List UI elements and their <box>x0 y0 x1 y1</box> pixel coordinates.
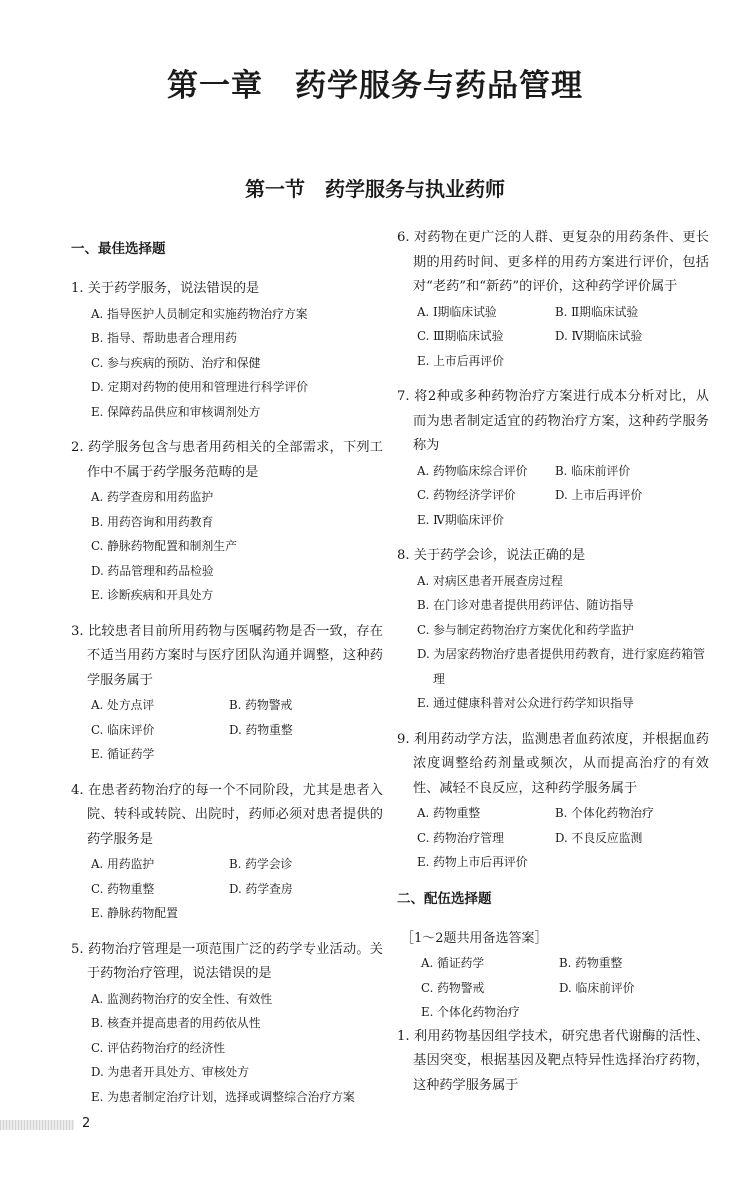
option: C. Ⅲ期临床试验 <box>417 329 504 343</box>
option: E. 药物上市后再评价 <box>417 855 528 869</box>
option: B. 药物重整 <box>559 956 623 970</box>
option: B. 临床前评价 <box>555 463 631 478</box>
question-3 <box>71 620 383 767</box>
option: C. 药物治疗管理 <box>417 830 504 845</box>
option: D. 为患者开具处方、审核处方 <box>91 1065 250 1079</box>
option: B. 指导、帮助患者合理用药 <box>91 331 237 345</box>
option: C. 药物警戒 <box>421 980 485 995</box>
option: B. 核查并提高患者的用药依从性 <box>91 1016 261 1030</box>
question-stem: 1. 关于药学服务，说法错误的是 <box>71 281 260 296</box>
shared-options-note: ［1～2题共用备选答案］ <box>401 930 548 946</box>
question-stem: 9. 利用药动学方法，监测患者血药浓度，并根据血药浓度调整给药剂量或频次，从而提高治疗的有效性、减轻不良反应，这种药学服务属于 <box>397 731 709 796</box>
option: D. 药品管理和药品检验 <box>91 563 214 578</box>
question-5 <box>71 938 383 1110</box>
option: C. 评估药物治疗的经济性 <box>91 1040 226 1055</box>
option: A. 循证药学 <box>421 956 485 970</box>
option: B. 药物警戒 <box>229 698 293 712</box>
option: A. 用药监护 <box>91 857 155 871</box>
option: A. 药物重整 <box>417 806 481 820</box>
question-7 <box>397 385 709 532</box>
part-heading-matching-choice: 二、配伍选择题 <box>397 890 492 907</box>
option: C. 参与制定药物治疗方案优化和药学监护 <box>417 622 634 637</box>
option: A. Ⅰ期临床试验 <box>417 304 497 319</box>
question-stem: 6. 对药物在更广泛的人群、更复杂的用药条件、更长期的用药时间、更多样的用药方案进行评价，包括对“老药”和“新药”的评价，这种药学评价属于 <box>397 230 709 294</box>
page-number: 2 <box>82 1116 91 1131</box>
option: D. 临床前评价 <box>559 980 635 995</box>
part-heading-best-choice: 一、最佳选择题 <box>71 241 166 257</box>
shared-options <box>397 951 709 1025</box>
option: A. 监测药物治疗的安全性、有效性 <box>91 991 273 1006</box>
left-column <box>71 226 383 1121</box>
question-2 <box>71 436 383 608</box>
option: D. 定期对药物的使用和管理进行科学评价 <box>91 380 309 394</box>
option: B. 用药咨询和用药教育 <box>91 514 214 529</box>
chapter-title: 第一章 药学服务与药品管理 <box>167 68 583 104</box>
option: D. 上市后再评价 <box>555 488 643 502</box>
option: E. 保障药品供应和审核调剂处方 <box>91 404 261 419</box>
question-stem: 7. 将2种或多种药物治疗方案进行成本分析对比，从而为患者制定适宜的药物治疗方案，这种药学服务称为 <box>397 389 709 453</box>
option: D. 为居家药物治疗患者提供用药教育，进行家庭药箱管理 <box>417 647 705 686</box>
option: D. 药学查房 <box>229 881 293 896</box>
question-stem-part2-1: 1. 利用药物基因组学技术，研究患者代谢酶的活性、基因突变，根据基因及靶点特异性选择治疗药物，这种药学服务属于 <box>397 1028 709 1093</box>
option: E. 通过健康科普对公众进行药学知识指导 <box>417 696 634 710</box>
option: C. 临床评价 <box>91 722 155 737</box>
option: E. 上市后再评价 <box>417 353 504 368</box>
option: D. 药物重整 <box>229 722 293 737</box>
option: C. 药物重整 <box>91 881 155 896</box>
option: A. 指导医护人员制定和实施药物治疗方案 <box>91 306 308 321</box>
question-stem: 8. 关于药学会诊，说法正确的是 <box>397 548 586 563</box>
option: D. Ⅳ期临床试验 <box>555 329 643 343</box>
option: E. 循证药学 <box>91 747 155 761</box>
option: D. 不良反应监测 <box>555 830 643 845</box>
footer-decoration <box>0 1120 74 1130</box>
option: C. 静脉药物配置和制剂生产 <box>91 539 237 553</box>
option: B. 在门诊对患者提供用药评估、随访指导 <box>417 598 634 612</box>
section-title: 第一节 药学服务与执业药师 <box>245 177 505 201</box>
question-4 <box>71 779 383 926</box>
option: A. 对病区患者开展查房过程 <box>417 573 563 588</box>
option: E. 为患者制定治疗计划，选择或调整综合治疗方案 <box>91 1089 355 1104</box>
option: A. 处方点评 <box>91 698 155 712</box>
question-stem: 4. 在患者药物治疗的每一个不同阶段，尤其是患者入院、转科或转院、出院时，药师必须对患者提供的药学服务是 <box>71 782 383 847</box>
option: A. 药学查房和用药监护 <box>91 490 214 504</box>
option: A. 药物临床综合评价 <box>417 463 528 478</box>
option: E. 个体化药物治疗 <box>421 1005 520 1019</box>
option: B. 药学会诊 <box>229 857 293 871</box>
option: E. Ⅳ期临床评价 <box>417 512 504 527</box>
option: E. 静脉药物配置 <box>91 906 178 920</box>
question-8 <box>397 544 709 716</box>
question-1 <box>71 277 383 424</box>
question-stem: 5. 药物治疗管理是一项范围广泛的药学专业活动。关于药物治疗管理，说法错误的是 <box>71 941 383 981</box>
question-9 <box>397 728 709 875</box>
option: C. 参与疾病的预防、治疗和保健 <box>91 355 261 370</box>
option: C. 药物经济学评价 <box>417 488 516 502</box>
question-stem: 3. 比较患者目前所用药物与医嘱药物是否一致，存在不适当用药方案时与医疗团队沟通并调整，这种药学服务属于 <box>71 623 383 688</box>
option: B. Ⅱ期临床试验 <box>555 304 639 319</box>
option: E. 诊断疾病和开具处方 <box>91 588 214 602</box>
question-6 <box>397 226 709 373</box>
option: B. 个体化药物治疗 <box>555 806 654 820</box>
right-column <box>397 226 709 1098</box>
question-stem: 2. 药学服务包含与患者用药相关的全部需求，下列工作中不属于药学服务范畴的是 <box>71 440 383 480</box>
